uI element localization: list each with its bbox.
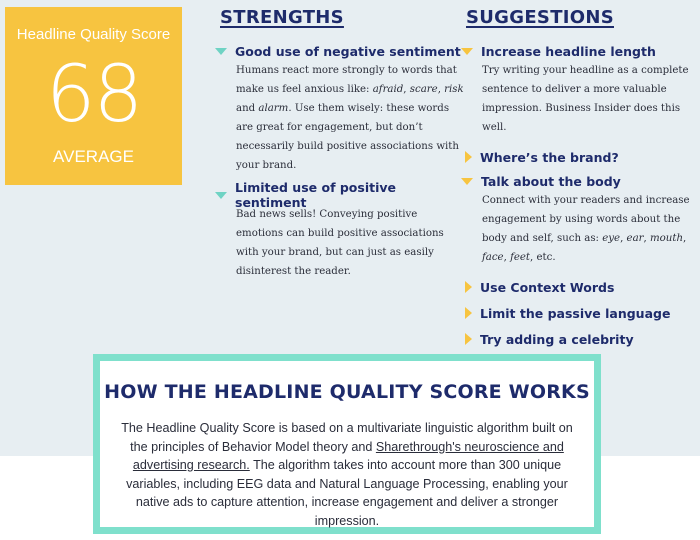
strength-toggle-limited-use-of-positive-sentiment[interactable] — [214, 180, 464, 210]
suggestion-toggle-use-context-words[interactable] — [460, 277, 700, 297]
example-word: feet — [510, 252, 531, 263]
description-text: Bad news sells! Conveying positive emotions can build positive associations with your brand, but can just as easily disinterest the reader. — [236, 209, 444, 277]
strength-description — [214, 205, 464, 281]
example-word: ear — [626, 233, 644, 244]
suggestion-title: Use Context Words — [480, 279, 615, 295]
caret-down-icon — [461, 48, 473, 55]
strength-title: Good use of negative sentiment — [235, 43, 461, 59]
suggestion-item-use-context-words — [460, 277, 700, 297]
how-it-works-text-part: The algorithm takes into account more than 300 unique variables, including EEG data and Natural Language Processing, enabling your native ads to capture attention, increase engagement and deliver a stronger impression. — [126, 458, 568, 528]
suggestion-title: Talk about the body — [481, 173, 621, 189]
suggestion-title: Limit the passive language — [480, 305, 671, 321]
headline-quality-score-card — [5, 7, 182, 185]
caret-down-icon — [215, 48, 227, 55]
score-rating: AVERAGE — [53, 147, 134, 166]
strengths-column — [214, 7, 464, 281]
description-text: Humans react more strongly to words that make us feel anxious like: — [236, 65, 457, 95]
strengths-heading: STRENGTHS — [220, 7, 344, 28]
suggestion-title: Try adding a celebrity — [480, 331, 634, 347]
description-text: Connect with your readers and increase engagement by using words about the body and self, such as: — [482, 195, 690, 244]
example-word: afraid — [372, 84, 404, 95]
how-it-works-title: HOW THE HEADLINE QUALITY SCORE WORKS — [104, 381, 590, 403]
suggestion-title: Increase headline length — [481, 43, 656, 59]
suggestion-item-limit-the-passive-language — [460, 303, 700, 323]
caret-down-icon — [215, 192, 227, 199]
description-text: Try writing your headline as a complete sentence to deliver a more valuable impression. Business Insider does this well. — [482, 65, 689, 133]
description-text: , — [643, 233, 651, 244]
caret-right-icon — [465, 307, 472, 319]
description-text: , — [620, 233, 627, 244]
how-it-works-box — [93, 354, 601, 534]
suggestions-list — [460, 41, 700, 349]
suggestion-item-talk-about-the-body — [460, 171, 700, 267]
strength-item-limited-use-of-positive-sentiment — [214, 180, 464, 281]
research-link[interactable]: Sharethrough's neuroscience and advertising research. — [132, 439, 564, 472]
description-text: , — [683, 233, 687, 244]
how-it-works-text — [118, 419, 576, 530]
description-text: , etc. — [530, 252, 556, 263]
suggestions-column — [460, 7, 700, 349]
score-value: 68 — [45, 50, 142, 140]
example-word: scare — [409, 84, 438, 95]
description-text: , — [503, 252, 511, 263]
suggestion-toggle-try-adding-a-celebrity[interactable] — [460, 329, 700, 349]
caret-right-icon — [465, 281, 472, 293]
suggestion-description — [460, 191, 700, 267]
example-word: risk — [444, 84, 464, 95]
example-word: face — [482, 252, 504, 263]
example-word: eye — [602, 233, 621, 244]
caret-right-icon — [465, 151, 472, 163]
suggestion-toggle-wheres-the-brand[interactable] — [460, 147, 700, 167]
suggestion-toggle-limit-the-passive-language[interactable] — [460, 303, 700, 323]
description-text: and — [236, 103, 259, 114]
description-text: , — [437, 84, 445, 95]
strength-title: Limited use of positive sentiment — [235, 180, 397, 210]
suggestion-toggle-talk-about-the-body[interactable] — [460, 171, 700, 191]
caret-down-icon — [461, 178, 473, 185]
suggestion-toggle-increase-headline-length[interactable] — [460, 41, 700, 61]
strength-description — [214, 61, 464, 175]
description-text: , — [403, 84, 410, 95]
suggestion-item-try-adding-a-celebrity — [460, 329, 700, 349]
strengths-list — [214, 41, 464, 281]
description-text: . Use them wisely: these words are great for engagement, but don’t necessarily build positive associations with your brand. — [236, 103, 459, 171]
how-it-works-text-part: The Headline Quality Score is based on a multivariate linguistic algorithm built on the principles of Behavior Model theory and — [121, 421, 573, 454]
strength-item-good-use-of-negative-sentiment — [214, 41, 464, 175]
caret-right-icon — [465, 333, 472, 345]
suggestion-item-increase-headline-length — [460, 41, 700, 137]
strength-toggle-good-use-of-negative-sentiment[interactable] — [214, 41, 464, 61]
suggestion-item-wheres-the-brand — [460, 147, 700, 167]
suggestion-title: Where’s the brand? — [480, 149, 619, 165]
example-word: alarm — [258, 103, 289, 114]
suggestions-heading: SUGGESTIONS — [466, 7, 614, 28]
suggestion-description — [460, 61, 700, 137]
example-word: mouth — [650, 233, 684, 244]
score-label: Headline Quality Score — [16, 26, 171, 43]
